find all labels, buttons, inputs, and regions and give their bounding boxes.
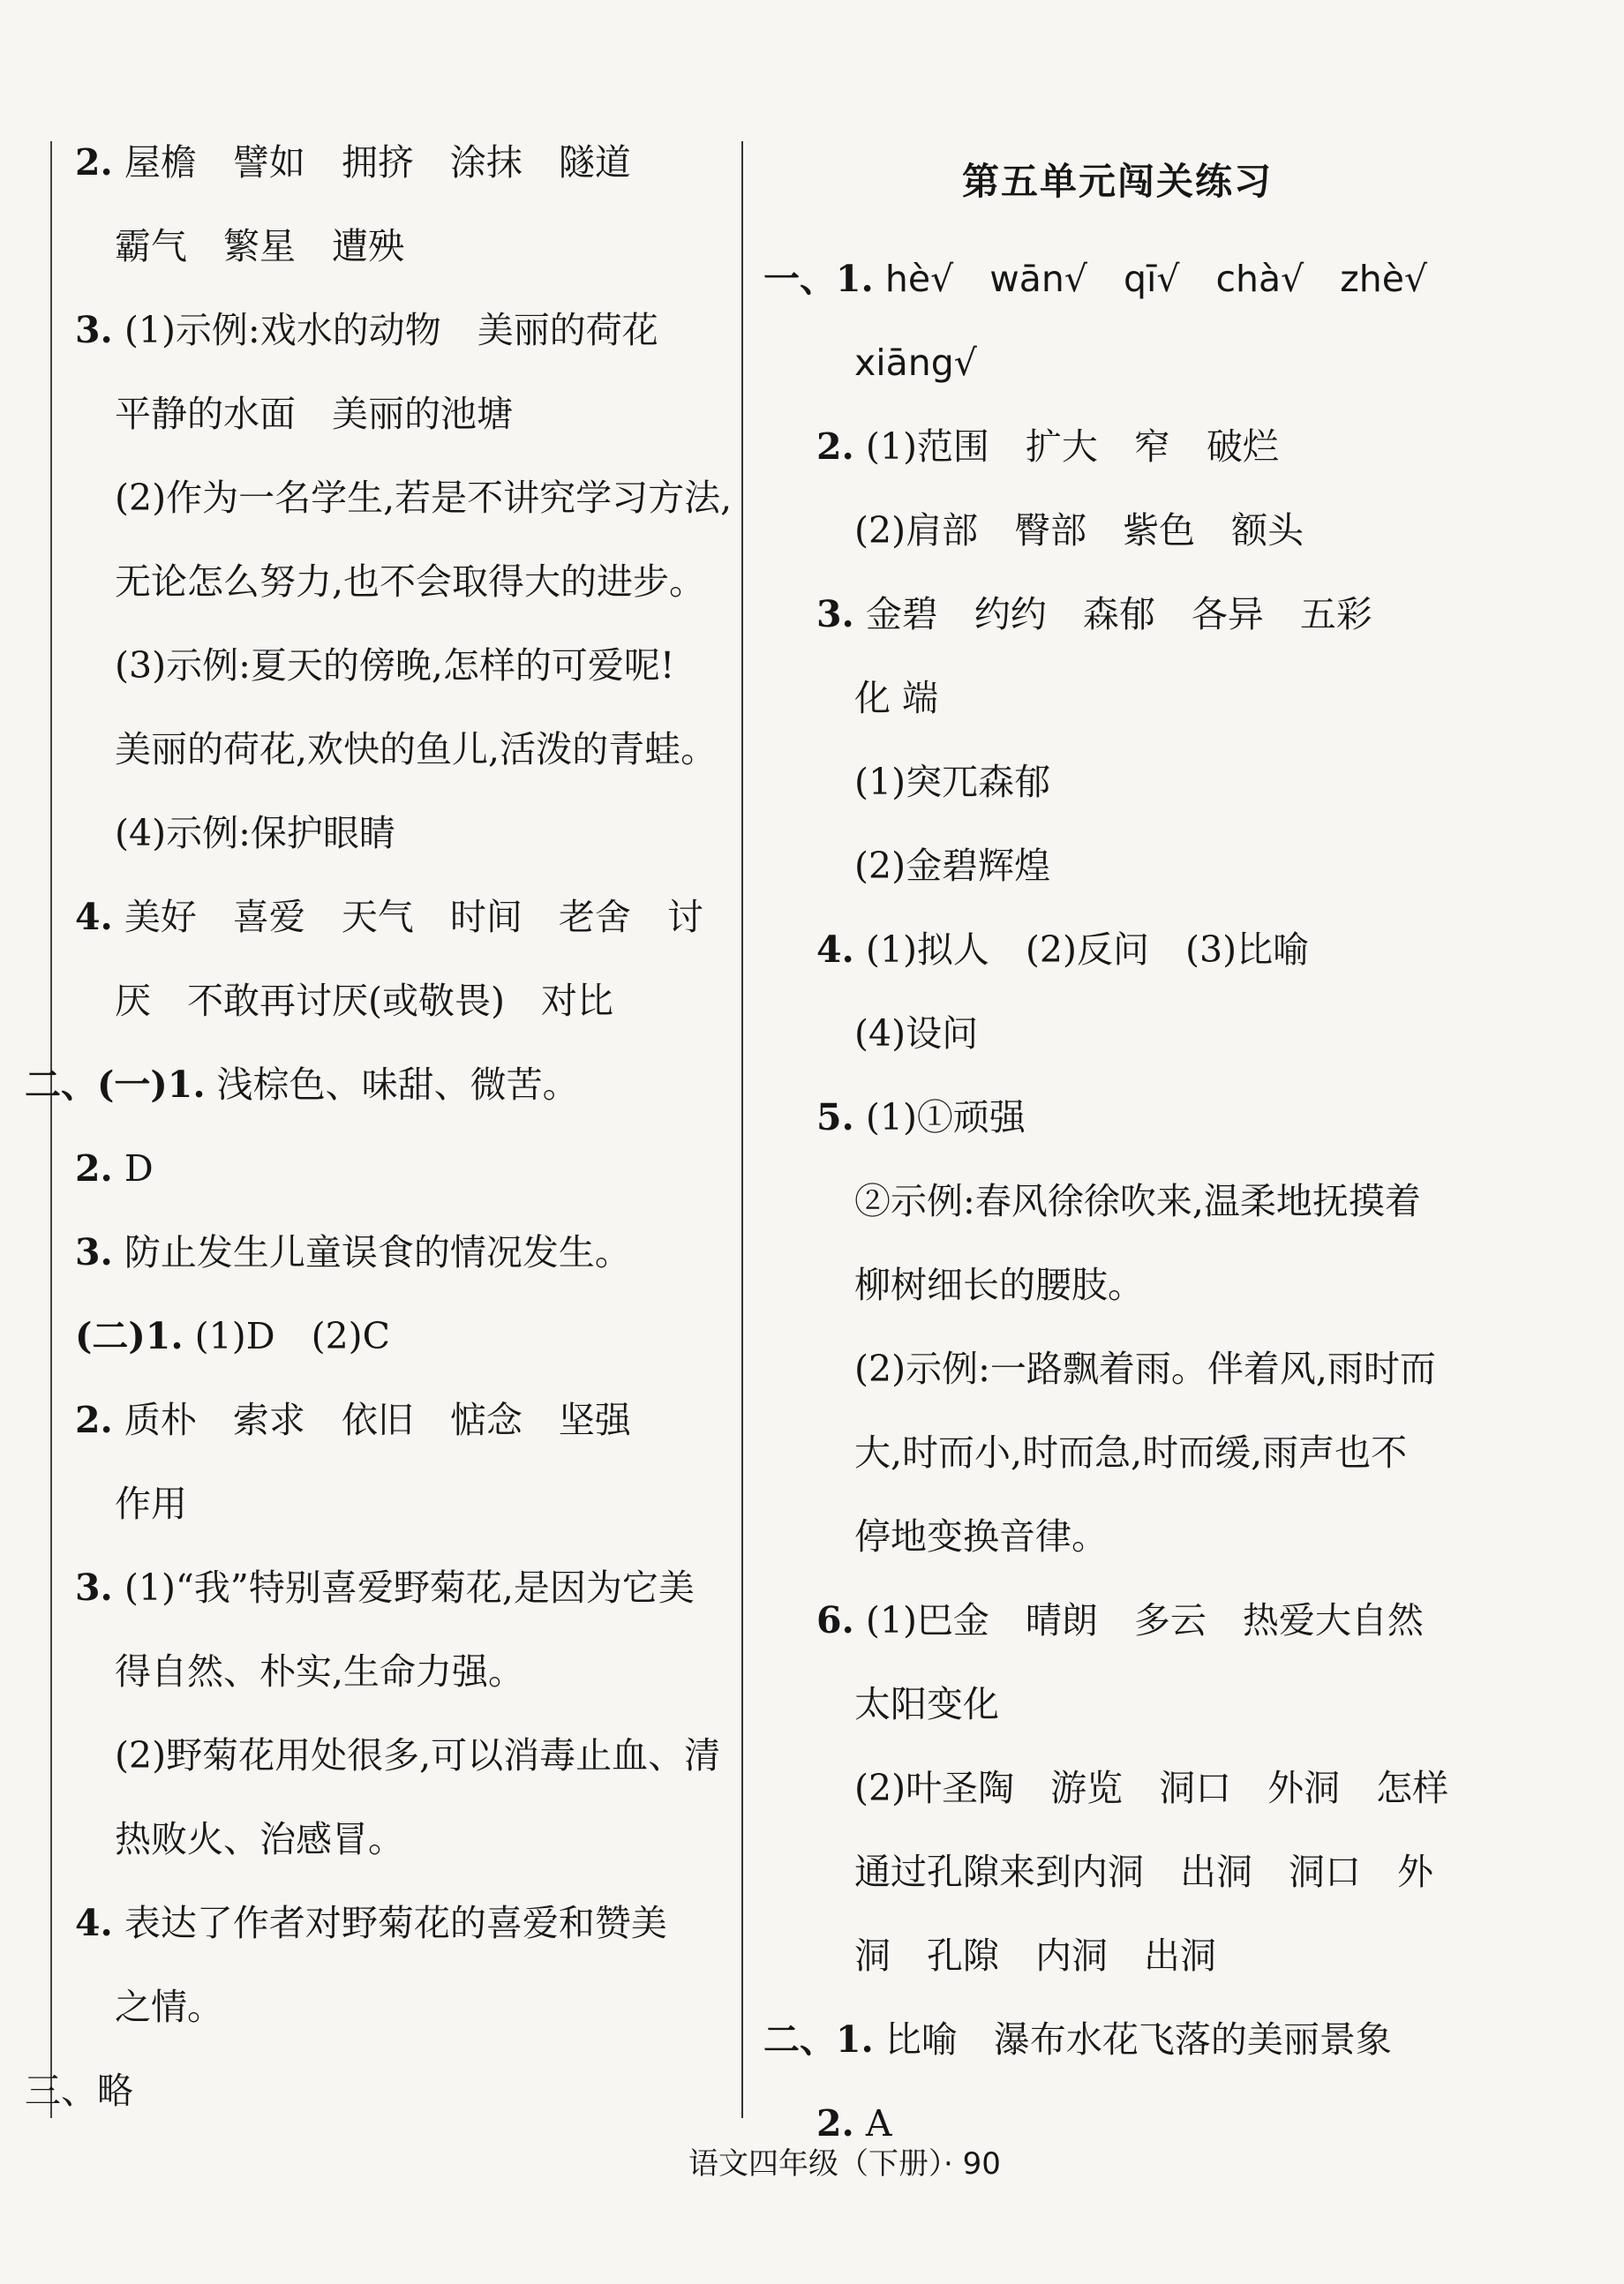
answer-line: 4. 表达了作者对野菊花的喜爱和赞美 (75, 1902, 667, 1944)
answer-line: (2)叶圣陶 游览 洞口 外洞 怎样 (854, 1767, 1449, 1809)
answer-line: (3)示例:夏天的傍晚,怎样的可爱呢! (115, 644, 675, 687)
answer-line: (1)突兀森郁 (854, 761, 1051, 803)
page-footer: 语文四年级（下册）· 90 (688, 2146, 1001, 2182)
answer-line: 得自然、朴实,生命力强。 (115, 1650, 525, 1693)
answer-line: 2. (1)范围 扩大 窄 破烂 (816, 425, 1279, 468)
answer-line: 美丽的荷花,欢快的鱼儿,活泼的青蛙。 (115, 728, 718, 770)
answer-line: 化 端 (854, 677, 939, 719)
answer-line: 2. 屋檐 譬如 拥挤 涂抹 隧道 (75, 141, 631, 184)
left-margin-rule (50, 141, 52, 2118)
answer-line: 作用 (115, 1483, 187, 1525)
column-divider (741, 141, 743, 2118)
answer-line: 厌 不敢再讨厌(或敬畏) 对比 (115, 980, 613, 1022)
answer-line: 3. (1)“我”特别喜爱野菊花,是因为它美 (75, 1566, 695, 1609)
answer-line: 热败火、治感冒。 (115, 1818, 404, 1860)
answer-line: 平静的水面 美丽的池塘 (115, 393, 513, 435)
answer-line: (4)示例:保护眼睛 (115, 812, 395, 854)
answer-line: (4)设问 (854, 1012, 979, 1055)
answer-line: 2. A (816, 2102, 892, 2145)
answer-line: 4. 美好 喜爱 天气 时间 老舍 讨 (75, 896, 703, 938)
answer-line: 无论怎么努力,也不会取得大的进步。 (115, 560, 706, 603)
answer-line: 三、略 (25, 2070, 133, 2112)
answer-line: (2)金碧辉煌 (854, 845, 1051, 887)
answer-line: 洞 孔隙 内洞 出洞 (854, 1935, 1216, 1977)
answer-line: 4. (1)拟人 (2)反问 (3)比喻 (816, 928, 1310, 971)
answer-line: 二、1. 比喻 瀑布水花飞落的美丽景象 (763, 2018, 1392, 2061)
answer-line: 之情。 (115, 1986, 223, 2028)
answer-line: (2)示例:一路飘着雨。伴着风,雨时而 (854, 1348, 1436, 1390)
answer-line: 通过孔隙来到内洞 出洞 洞口 外 (854, 1851, 1433, 1893)
answer-line: (2)作为一名学生,若是不讲究学习方法, (115, 477, 733, 519)
answer-line: 5. (1)①顽强 (816, 1096, 1026, 1138)
section-title: 第五单元闯关练习 (962, 160, 1274, 203)
answer-line: (2)野菊花用处很多,可以消毒止血、清 (115, 1734, 721, 1777)
answer-line: 停地变换音律。 (854, 1515, 1108, 1558)
answer-line: xiāng√ (854, 342, 977, 384)
answer-line: 太阳变化 (854, 1683, 999, 1725)
answer-line: 大,时而小,时而急,时而缓,雨声也不 (854, 1431, 1408, 1474)
answer-line: 3. 金碧 约约 森郁 各异 五彩 (816, 593, 1372, 635)
answer-line: 霸气 繁星 遭殃 (115, 225, 404, 267)
answer-line: 柳树细长的腰肢。 (854, 1264, 1144, 1306)
answer-line: 2. D (75, 1147, 154, 1190)
answer-line: (2)肩部 臀部 紫色 额头 (854, 509, 1304, 552)
answer-line: ②示例:春风徐徐吹来,温柔地抚摸着 (854, 1180, 1421, 1222)
answer-line: 3. (1)示例:戏水的动物 美丽的荷花 (75, 309, 658, 351)
answer-line: 二、(一)1. 浅棕色、味甜、微苦。 (25, 1063, 579, 1106)
answer-line: (二)1. (1)D (2)C (75, 1315, 391, 1357)
answer-line: 3. 防止发生儿童误食的情况发生。 (75, 1231, 631, 1273)
answer-line: 6. (1)巴金 晴朗 多云 热爱大自然 (816, 1599, 1424, 1642)
answer-line: 2. 质朴 索求 依旧 惦念 坚强 (75, 1399, 631, 1441)
answer-line: 一、1. hè√ wān√ qī√ chà√ zhè√ (763, 258, 1428, 300)
